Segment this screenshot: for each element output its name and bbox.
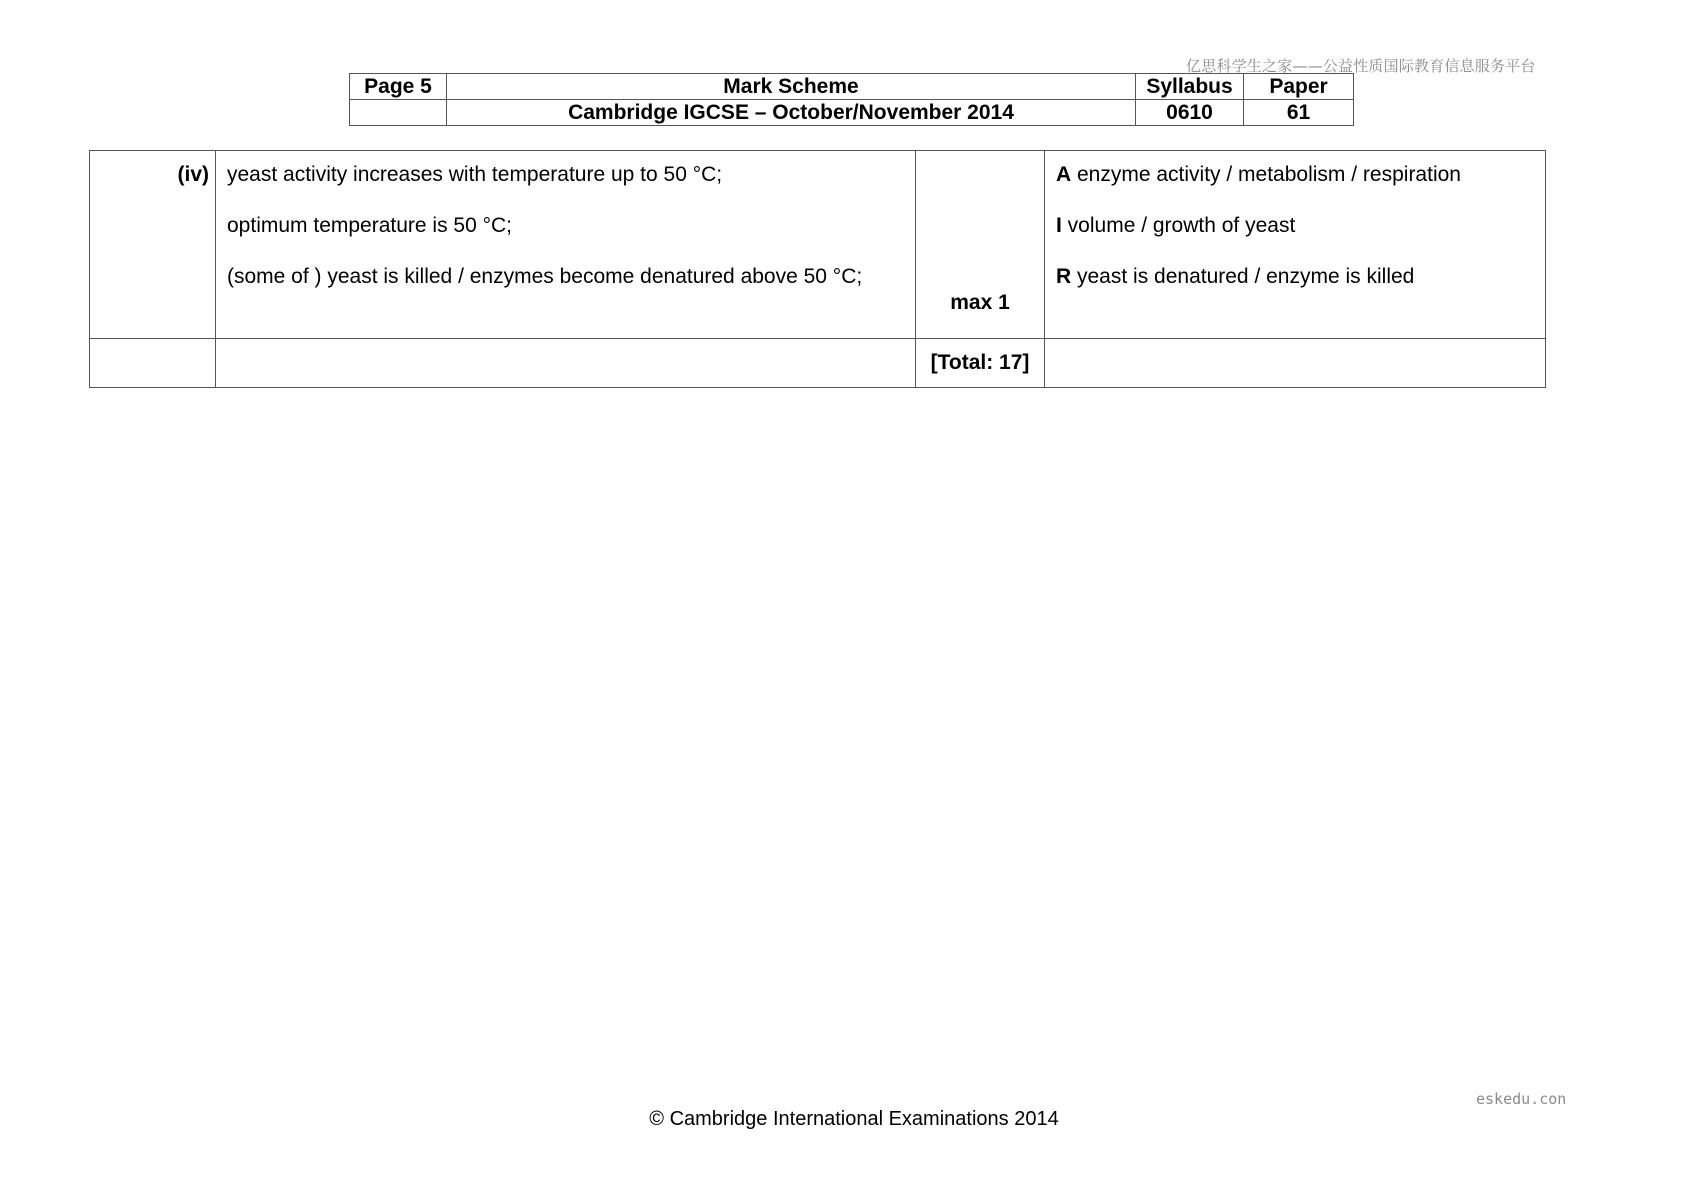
- question-part-cell: [90, 151, 216, 339]
- guidance-text: enzyme activity / metabolism / respiration: [1071, 163, 1461, 186]
- watermark-top: 亿思科学生之家——公益性质国际教育信息服务平台: [1186, 57, 1536, 75]
- header-row-1: [350, 74, 1354, 100]
- syllabus-label: Syllabus: [1136, 74, 1244, 100]
- reject-prefix: R: [1056, 265, 1072, 288]
- empty-cell: [90, 339, 216, 388]
- table-row: [90, 151, 1546, 339]
- watermark-bottom: eskedu.con: [1476, 1090, 1567, 1108]
- guidance-point: [1056, 214, 1545, 238]
- paper-label: Paper: [1244, 74, 1354, 100]
- header-table: [349, 73, 1354, 126]
- mark-scheme-table: [89, 150, 1546, 388]
- syllabus-code: 0610: [1136, 100, 1244, 126]
- answer-cell: [216, 151, 916, 339]
- marks-max: max 1: [950, 291, 1010, 314]
- total-marks: [Total: 17]: [930, 351, 1030, 374]
- page-label: Page 5: [350, 74, 447, 100]
- answer-point: yeast activity increases with temperature up to 50 °C;: [227, 163, 723, 186]
- guidance-text: volume / growth of yeast: [1061, 214, 1296, 237]
- answer-point: (some of ) yeast is killed / enzymes become denatured above 50 °C;: [227, 265, 863, 288]
- question-part: (iv): [177, 163, 209, 186]
- empty-cell: [1045, 339, 1546, 388]
- copyright-footer: © Cambridge International Examinations 2014: [649, 1108, 1059, 1130]
- guidance-text: yeast is denatured / enzyme is killed: [1071, 265, 1415, 288]
- guidance-point: [1056, 163, 1545, 187]
- guidance-point: [1056, 265, 1545, 289]
- empty-cell: [216, 339, 916, 388]
- guidance-cell: [1045, 151, 1546, 339]
- total-row: [90, 339, 1546, 388]
- header-row-2: [350, 100, 1354, 126]
- document-subtitle: Cambridge IGCSE – October/November 2014: [447, 100, 1136, 126]
- empty-cell: [350, 100, 447, 126]
- document-title: Mark Scheme: [447, 74, 1136, 100]
- total-cell: [916, 339, 1045, 388]
- paper-number: 61: [1244, 100, 1354, 126]
- marks-cell: [916, 151, 1045, 339]
- ignore-prefix: I: [1056, 214, 1062, 237]
- accept-prefix: A: [1056, 163, 1072, 186]
- answer-point: optimum temperature is 50 °C;: [227, 214, 513, 237]
